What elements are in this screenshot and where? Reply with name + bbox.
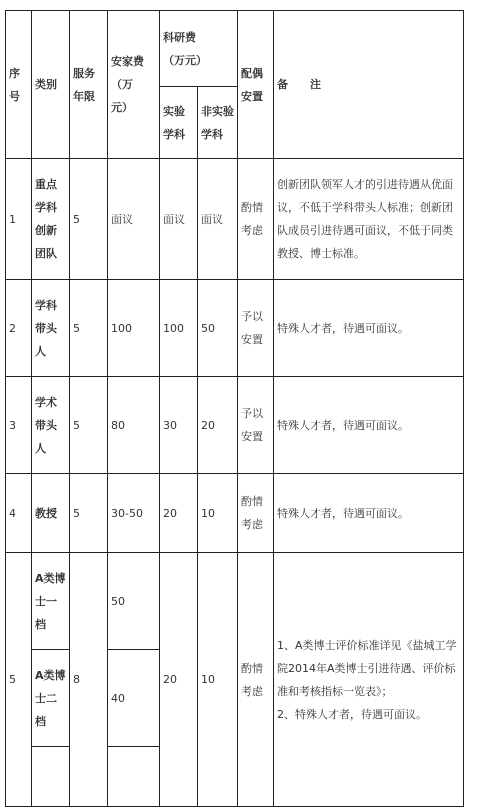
cell-category: 学术 带头 人: [32, 377, 70, 474]
cell-settle: [108, 747, 160, 807]
cell-years: 5: [70, 280, 108, 377]
cell-seq: 5: [6, 553, 32, 807]
cell-years: 5: [70, 377, 108, 474]
cell-lab: 面议: [160, 159, 198, 280]
table-row: [6, 280, 464, 377]
cell-seq: 3: [6, 377, 32, 474]
cell-lab: 30: [160, 377, 198, 474]
cell-years: 5: [70, 159, 108, 280]
cell-lab: 100: [160, 280, 198, 377]
header-nonlab: 非实验 学科: [198, 87, 238, 159]
header-lab: 实验 学科: [160, 87, 198, 159]
header-category: 类别: [32, 11, 70, 159]
cell-seq: 1: [6, 159, 32, 280]
cell-spouse: 酌情 考虑: [238, 159, 274, 280]
cell-years: 5: [70, 474, 108, 553]
cell-spouse: 予以 安置: [238, 280, 274, 377]
cell-nonlab: 20: [198, 377, 238, 474]
cell-seq: 2: [6, 280, 32, 377]
cell-years: 8: [70, 553, 108, 807]
header-research: 科研费 （万元）: [160, 11, 238, 87]
table-row: [6, 377, 464, 474]
cell-settle: 80: [108, 377, 160, 474]
cell-seq: 4: [6, 474, 32, 553]
table-row: [6, 553, 464, 650]
table-row: [6, 159, 464, 280]
header-years: 服务 年限: [70, 11, 108, 159]
cell-nonlab: 10: [198, 553, 238, 807]
talent-treatment-table: [5, 10, 464, 807]
cell-category: 学科 带头 人: [32, 280, 70, 377]
cell-settle: 40: [108, 650, 160, 747]
cell-spouse: 酌情 考虑: [238, 553, 274, 807]
cell-category: A类博 士二 档: [32, 650, 70, 747]
cell-settle: 50: [108, 553, 160, 650]
cell-spouse: 予以 安置: [238, 377, 274, 474]
cell-remark: 1、A类博士评价标准详见《盐城工学院2014年A类博士引进待遇、评价标准和考核指标一览表》； 2、特殊人才者，待遇可面议。: [274, 553, 464, 807]
cell-spouse: 酌情 考虑: [238, 474, 274, 553]
cell-settle: 100: [108, 280, 160, 377]
cell-nonlab: 50: [198, 280, 238, 377]
cell-category: 重点 学科 创新 团队: [32, 159, 70, 280]
cell-category: 教授: [32, 474, 70, 553]
cell-settle: 30-50: [108, 474, 160, 553]
table-row: [6, 474, 464, 553]
cell-remark: 特殊人才者，待遇可面议。: [274, 280, 464, 377]
cell-settle: 面议: [108, 159, 160, 280]
header-row: [6, 11, 464, 87]
cell-lab: 20: [160, 553, 198, 807]
cell-remark: 特殊人才者，待遇可面议。: [274, 474, 464, 553]
header-seq: 序 号: [6, 11, 32, 159]
cell-category: [32, 747, 70, 807]
cell-nonlab: 面议: [198, 159, 238, 280]
header-remark: 备 注: [274, 11, 464, 159]
header-spouse: 配偶 安置: [238, 11, 274, 159]
header-settle: 安家费 （万 元）: [108, 11, 160, 159]
cell-category: A类博 士一 档: [32, 553, 70, 650]
cell-lab: 20: [160, 474, 198, 553]
cell-remark: 特殊人才者，待遇可面议。: [274, 377, 464, 474]
cell-remark: 创新团队领军人才的引进待遇从优面议，不低于学科带头人标准；创新团队成员引进待遇可面议，不低于同类教授、博士标准。: [274, 159, 464, 280]
cell-nonlab: 10: [198, 474, 238, 553]
